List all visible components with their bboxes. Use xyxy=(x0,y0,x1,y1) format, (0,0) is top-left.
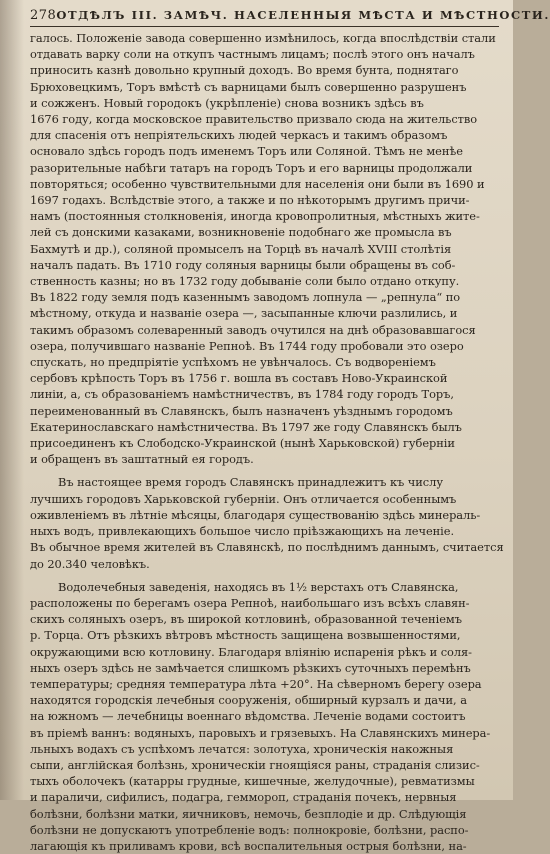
text-line: Брюховецкимъ, Торъ вмѣстѣ съ варницами былъ совершенно разрушенъ xyxy=(30,79,467,94)
text-line: озера, получившаго названіе Рeпноѣ. Въ 1744 году пробовали это озеро xyxy=(30,338,464,353)
paragraph-gap xyxy=(30,467,509,474)
text-line: и обращенъ въ заштатный ея городъ. xyxy=(30,452,254,467)
text-line: началъ падать. Въ 1710 году соляныя варницы были обращены въ соб- xyxy=(30,257,456,272)
text-line: лагающія къ приливамъ крови, всѣ воспалительныя острыя болѣзни, на- xyxy=(30,838,467,853)
text-line: на южномъ — лечебницы военнаго вѣдомства. Леченіе водами состоитъ xyxy=(30,709,466,724)
section-title: ОТДѢЛЪ III. ЗАМѢЧ. НАСЕЛЕННЫЯ МѢСТА И МѢСТНОСТИ. xyxy=(56,8,550,22)
text-line: Въ обычное время жителей въ Славянскѣ, по послѣднимъ даннымъ, считается xyxy=(30,540,504,555)
text-line: льныхъ водахъ съ успѣхомъ лечатся: золотуха, хроническія накожныя xyxy=(30,741,454,756)
paragraph-spa xyxy=(30,579,509,854)
text-line: линіи, а, съ образованіемъ намѣстничествъ, въ 1784 году городъ Торъ, xyxy=(30,387,454,402)
text-line: такимъ образомъ солеваренный заводъ очутился на днѣ образовавшагося xyxy=(30,322,476,337)
text-line: 1697 годахъ. Вслѣдствіе этого, а также и по нѣкоторымъ другимъ причи- xyxy=(30,193,470,208)
paragraph-gap xyxy=(30,572,509,579)
body-text xyxy=(30,30,509,853)
text-line: отдавать варку соли на откупъ частнымъ лицамъ; послѣ этого онъ началъ xyxy=(30,47,475,62)
text-line: ныхъ озеръ здѣсь не замѣчается слишкомъ рѣзкихъ суточныхъ перемѣнъ xyxy=(30,660,471,675)
text-line: приносить казнѣ довольно крупный доходъ. Во время бунта, поднятаго xyxy=(30,63,459,78)
paragraph-present-day xyxy=(30,474,509,571)
text-line: переименованный въ Славянскъ, былъ назначенъ уѣзднымъ городомъ xyxy=(30,403,453,418)
text-line: галось. Положеніе завода совершенно измѣнилось, когда впослѣдствіи стали xyxy=(30,31,496,45)
text-line: р. Торца. Отъ рѣзкихъ вѣтровъ мѣстность защищена возвышенностями, xyxy=(30,628,461,643)
text-line: Въ настоящее время городъ Славянскъ принадлежитъ къ числу xyxy=(58,475,443,490)
text-line: спускать, но предпріятіе успѣхомъ не увѣнчалось. Съ водвореніемъ xyxy=(30,355,436,370)
text-line: лей съ донскими казаками, возникновеніе подобнаго же промысла въ xyxy=(30,225,452,240)
text-line: разорительные набѣги татаръ на городъ Торъ и его варницы продолжали xyxy=(30,160,473,175)
paragraph-history xyxy=(30,30,509,467)
text-line: оживленіемъ въ лѣтніе мѣсяцы, благодаря существованію здѣсь минераль- xyxy=(30,507,481,522)
text-line: расположены по берегамъ озера Рeпноѣ, наибольшаго изъ всѣхъ славян- xyxy=(30,595,470,610)
text-line: тыхъ оболочекъ (катарры грудные, кишечные, желудочные), ревматизмы xyxy=(30,774,475,789)
text-line: скихъ соляныхъ озеръ, въ широкой котловинѣ, образованной теченіемъ xyxy=(30,612,462,627)
text-line: для спасенія отъ непріятельскихъ людей черкасъ и такимъ образомъ xyxy=(30,128,448,143)
text-line: присоединенъ къ Слободско-Украинской (нынѣ Харьковской) губерніи xyxy=(30,436,455,451)
text-line: температуры; средняя температура лѣта +20°. На сѣверномъ берегу озера xyxy=(30,676,482,691)
text-line: въ пріемѣ ваннъ: водяныхъ, паровыхъ и грязевыхъ. На Славянскихъ минера- xyxy=(30,725,491,740)
text-line: Въ 1822 году земля подъ казеннымъ заводомъ лопнула — „репнула“ по xyxy=(30,290,461,305)
text-line: сыпи, англійская болѣзнь, хроническіи гноящіяся раны, страданія слизис- xyxy=(30,757,480,772)
text-line: Екатеринославскаго намѣстничества. Въ 1797 же году Славянскъ былъ xyxy=(30,419,462,434)
text-line: до 20.340 человѣкъ. xyxy=(30,556,150,571)
text-line: основало здѣсь городъ подъ именемъ Торъ или Соляной. Тѣмъ не менѣе xyxy=(30,144,463,159)
text-line: мѣстному, откуда и названіе озера —, засыпанные ключи разлились, и xyxy=(30,306,458,321)
text-line: лучшихъ городовъ Харьковской губерніи. Онъ отличается особеннымъ xyxy=(30,491,457,506)
text-line: Водолечебныя заведенія, находясь въ 1½ верстахъ отъ Славянска, xyxy=(58,579,459,594)
text-line: и параличи, сифилисъ, подагра, геммороп, страданія почекъ, нервныя xyxy=(30,790,457,805)
text-line: болѣзни, болѣзни матки, яичниковъ, немочь, безплодіе и др. Слѣдующія xyxy=(30,806,467,821)
text-line: и сожженъ. Новый городокъ (укрѣпленіе) снова возникъ здѣсь въ xyxy=(30,95,424,110)
text-line: повторяться; особенно чувствительными для населенія они были въ 1690 и xyxy=(30,176,485,191)
text-line: ственность казны; но въ 1732 году добываніе соли было отдано откупу. xyxy=(30,274,460,289)
running-header xyxy=(30,8,550,27)
text-line: находятся городскія лечебныя сооруженія, обширный курзалъ и дачи, а xyxy=(30,693,467,708)
binding-shadow xyxy=(0,0,24,800)
text-line: болѣзни не допускаютъ употребленіе водъ: полнокровіе, болѣзни, распо- xyxy=(30,822,469,837)
page-number: 278 xyxy=(30,8,57,23)
text-line: Бахмутѣ и др.), соляной промыселъ на Торцѣ въ началѣ XVIII столѣтія xyxy=(30,241,452,256)
text-line: 1676 году, когда московское правительство призвало сюда на жительство xyxy=(30,112,478,127)
text-line: окружающими всю котловину. Благодаря вліянію испаренія рѣкъ и соля- xyxy=(30,644,472,659)
text-line: намъ (постоянныя столкновенія, иногда кровопролитныя, мѣстныхъ жите- xyxy=(30,209,480,224)
text-line: ныхъ водъ, привлекающихъ большое число пріѣзжающихъ на леченіе. xyxy=(30,524,455,539)
text-line: сербовъ крѣпость Торъ въ 1756 г. вошла въ составъ Ново-Украинской xyxy=(30,371,448,386)
